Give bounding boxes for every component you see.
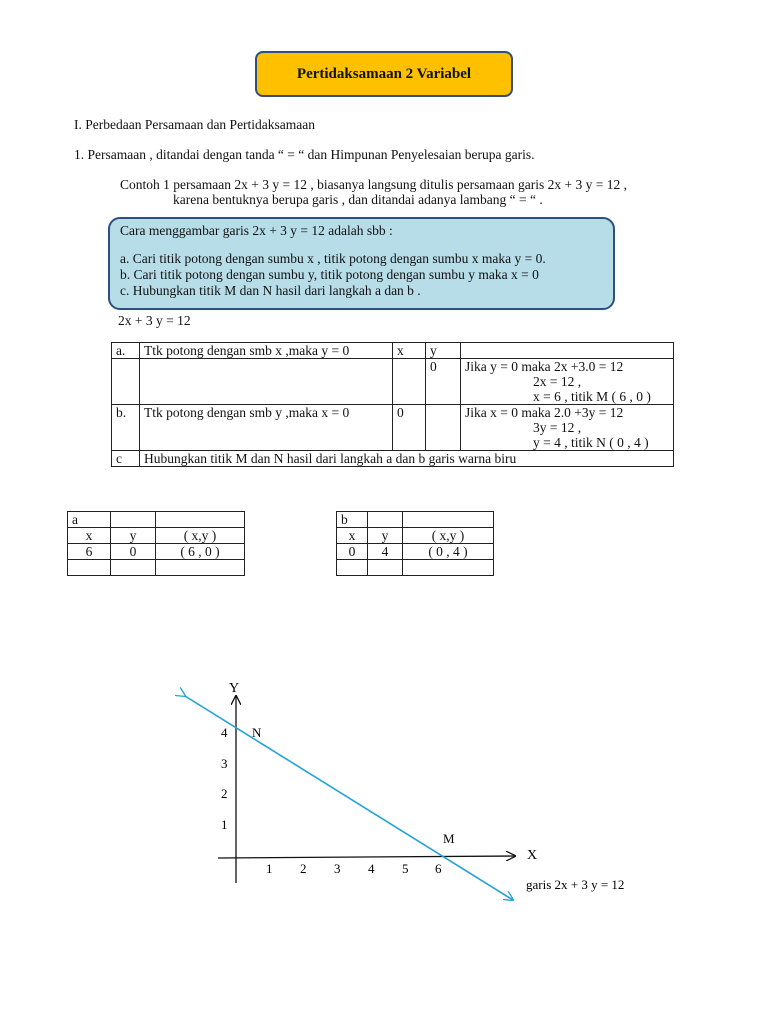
table-cell-line: Jika x = 0 maka 2.0 +3y = 12 bbox=[465, 405, 624, 420]
example-line-2: karena bentuknya berupa garis , dan ditandai adanya lambang “ = “ . bbox=[173, 192, 543, 207]
x-axis bbox=[218, 856, 515, 858]
table-cell: Hubungkan titik M dan N hasil dari langkah a dan b garis warna biru bbox=[140, 451, 674, 467]
y-axis-label: Y bbox=[229, 681, 240, 696]
table-cell: Ttk potong dengan smb y ,maka x = 0 bbox=[140, 405, 393, 451]
table-cell: 0 bbox=[426, 359, 461, 405]
table-cell: b. bbox=[112, 405, 140, 451]
table-header: y bbox=[111, 528, 156, 544]
table-header: x bbox=[337, 528, 368, 544]
table-cell-line: y = 4 , titik N ( 0 , 4 ) bbox=[533, 435, 649, 450]
y-tick-label: 4 bbox=[221, 725, 228, 740]
line-caption: garis 2x + 3 y = 12 bbox=[526, 877, 625, 892]
info-step-a: a. Cari titik potong dengan sumbu x , titik potong dengan sumbu x maka y = 0. bbox=[120, 251, 546, 266]
table-cell: Ttk potong dengan smb x ,maka y = 0 bbox=[140, 343, 393, 359]
table-cell-line: 3y = 12 , bbox=[533, 420, 582, 435]
table-header: y bbox=[368, 528, 403, 544]
page-title: Pertidaksamaan 2 Variabel bbox=[296, 65, 472, 82]
table-cell: 0 bbox=[393, 405, 426, 451]
x-tick-label: 6 bbox=[435, 861, 442, 876]
x-tick-label: 5 bbox=[402, 861, 409, 876]
table-cell: x bbox=[393, 343, 426, 359]
point-m-label: M bbox=[443, 831, 455, 846]
equation-label: 2x + 3 y = 12 bbox=[118, 313, 191, 328]
x-tick-label: 1 bbox=[266, 861, 273, 876]
table-cell-line: 2x = 12 , bbox=[533, 374, 582, 389]
y-tick-label: 2 bbox=[221, 786, 228, 801]
table-cell: ( 6 , 0 ) bbox=[156, 544, 245, 560]
x-tick-label: 2 bbox=[300, 861, 307, 876]
table-cell: 6 bbox=[68, 544, 111, 560]
example-line-1: Contoh 1 persamaan 2x + 3 y = 12 , biasanya langsung ditulis persamaan garis 2x + 3 y = 12 , bbox=[120, 177, 627, 192]
table-label: b bbox=[337, 512, 368, 528]
info-step-c: c. Hubungkan titik M dan N hasil dari langkah a dan b . bbox=[120, 283, 421, 298]
info-step-b: b. Cari titik potong dengan sumbu y, titik potong dengan sumbu y maka x = 0 bbox=[120, 267, 539, 282]
table-label: a bbox=[68, 512, 111, 528]
table-cell: ( 0 , 4 ) bbox=[403, 544, 494, 560]
point-1: 1. Persamaan , ditandai dengan tanda “ = “ dan Himpunan Penyelesaian berupa garis. bbox=[74, 147, 535, 162]
point-n-label: N bbox=[252, 725, 262, 740]
blue-line bbox=[185, 696, 513, 900]
table-cell: a. bbox=[112, 343, 140, 359]
table-header: ( x,y ) bbox=[156, 528, 245, 544]
table-cell: c bbox=[112, 451, 140, 467]
table-cell: y bbox=[426, 343, 461, 359]
table-cell: 0 bbox=[111, 544, 156, 560]
x-tick-label: 4 bbox=[368, 861, 375, 876]
table-cell: 4 bbox=[368, 544, 403, 560]
info-heading: Cara menggambar garis 2x + 3 y = 12 adalah sbb : bbox=[120, 223, 393, 238]
y-tick-label: 1 bbox=[221, 817, 228, 832]
x-axis-label: X bbox=[527, 848, 538, 863]
x-tick-label: 3 bbox=[334, 861, 341, 876]
table-cell-line: x = 6 , titik M ( 6 , 0 ) bbox=[533, 389, 651, 404]
table-cell-line: Jika y = 0 maka 2x +3.0 = 12 bbox=[465, 359, 624, 374]
y-tick-label: 3 bbox=[221, 756, 228, 771]
table-cell: 0 bbox=[337, 544, 368, 560]
table-header: x bbox=[68, 528, 111, 544]
section-heading: I. Perbedaan Persamaan dan Pertidaksamaan bbox=[74, 117, 316, 132]
table-header: ( x,y ) bbox=[403, 528, 494, 544]
